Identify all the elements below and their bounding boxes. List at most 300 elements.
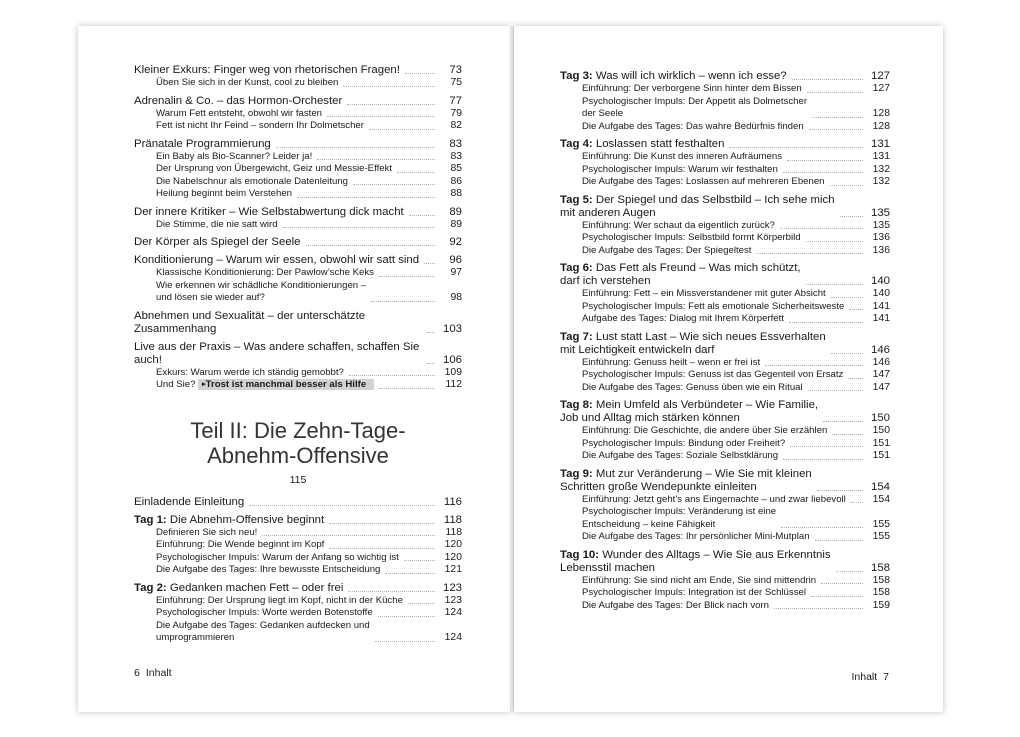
toc-section-entry bbox=[134, 219, 462, 232]
dot-leader bbox=[783, 172, 863, 173]
toc-page-number: 88 bbox=[450, 188, 462, 199]
dot-leader bbox=[262, 535, 435, 536]
toc-entry-text: Psychologischer Impuls: Worte werden Botenstoffe bbox=[156, 607, 373, 618]
toc-entry-title bbox=[156, 120, 364, 133]
dot-leader bbox=[385, 573, 435, 574]
toc-section-entry bbox=[560, 506, 890, 531]
toc-entry-text: Einführung: Der Ursprung liegt im Kopf, nicht in der Küche bbox=[156, 594, 403, 606]
left-page bbox=[78, 26, 510, 712]
toc-entry-text: Und Sie? bbox=[156, 379, 196, 390]
toc-entry-title bbox=[156, 219, 278, 232]
toc-entry-text: Die Aufgabe des Tages: Der Blick nach vorn bbox=[582, 599, 770, 611]
dot-leader bbox=[787, 160, 863, 161]
toc-entry-text: Einführung: Genuss heilt – wenn er frei ist bbox=[582, 356, 761, 368]
dot-leader bbox=[756, 253, 863, 254]
toc-entry-title bbox=[156, 163, 392, 176]
dot-leader bbox=[249, 505, 435, 506]
toc-section-entry bbox=[134, 539, 462, 552]
toc-page-number: 147 bbox=[872, 381, 890, 393]
toc-page-number: 109 bbox=[444, 366, 462, 378]
dot-leader bbox=[427, 332, 435, 333]
dot-leader bbox=[808, 390, 863, 391]
toc-entry-text: Aufgabe des Tages: Dialog mit Ihrem Körperfett bbox=[582, 313, 784, 324]
toc-entry-title bbox=[582, 425, 827, 438]
toc-chapter-entry bbox=[134, 582, 462, 595]
part-title bbox=[134, 418, 462, 468]
toc-page-number: 155 bbox=[872, 531, 890, 542]
toc-page-number: 98 bbox=[450, 292, 462, 303]
toc-page-number: 86 bbox=[450, 175, 462, 187]
toc-section-entry bbox=[134, 379, 462, 392]
toc-page-number: 158 bbox=[872, 587, 890, 598]
dot-leader bbox=[379, 276, 435, 277]
toc-page-number: 135 bbox=[872, 219, 890, 231]
dot-leader bbox=[832, 434, 863, 435]
dot-leader bbox=[774, 608, 863, 609]
toc-chapter-entry bbox=[134, 95, 462, 108]
toc-page-number: 112 bbox=[445, 379, 462, 390]
dot-leader bbox=[809, 129, 863, 130]
toc-entry-title bbox=[582, 245, 751, 258]
toc-entry-text: Die Aufgabe des Tages: Gedanken aufdecken und umprogrammieren bbox=[156, 619, 370, 643]
toc-section-entry bbox=[134, 151, 462, 164]
dot-leader bbox=[317, 159, 435, 160]
dot-leader bbox=[840, 216, 863, 217]
toc-section-entry bbox=[560, 575, 890, 588]
toc-entry-title bbox=[582, 96, 807, 121]
toc-entry-text: Die Aufgabe des Tages: Ihr persönlicher Mini-Mutplan bbox=[582, 531, 810, 542]
toc-entry-text: Die Aufgabe des Tages: Genuss üben wie ein Ritual bbox=[582, 381, 803, 393]
toc-section-entry bbox=[560, 121, 890, 134]
dot-leader bbox=[306, 245, 435, 246]
toc-section-entry bbox=[134, 620, 462, 645]
toc-page-number: 75 bbox=[450, 77, 462, 88]
toc-page-number: 116 bbox=[443, 495, 462, 508]
toc-day-tag: Tag 3: bbox=[560, 70, 593, 82]
toc-page-number: 141 bbox=[872, 300, 890, 312]
toc-page-number: 140 bbox=[870, 275, 890, 287]
toc-page-number: 154 bbox=[870, 480, 890, 493]
toc-page-number: 127 bbox=[872, 83, 890, 94]
toc-section-entry bbox=[134, 77, 462, 90]
dot-leader bbox=[348, 591, 435, 592]
toc-page-number: 123 bbox=[442, 581, 462, 594]
toc-section-entry bbox=[134, 607, 462, 620]
toc-section-entry bbox=[560, 96, 890, 121]
toc-chapter-entry bbox=[134, 310, 462, 336]
toc-entry-text: Konditionierung – Warum wir essen, obwohl wir satt sind bbox=[134, 254, 420, 266]
toc-entry-title bbox=[582, 494, 846, 507]
toc-page-number: 128 bbox=[872, 120, 890, 132]
dot-leader bbox=[765, 365, 863, 366]
toc-section-entry bbox=[134, 120, 462, 133]
toc-entry-text: Adrenalin & Co. – das Hormon-Orchester bbox=[134, 94, 343, 107]
dot-leader bbox=[369, 129, 435, 130]
dot-leader bbox=[807, 92, 863, 93]
toc-entry-title bbox=[134, 95, 342, 108]
toc-entry-title bbox=[582, 164, 778, 177]
dot-leader bbox=[424, 263, 435, 264]
toc-entry-text: Das Fett als Freund – Was mich schützt, darf ich verstehen bbox=[560, 262, 801, 287]
toc-entry-text: Einladende Einleitung bbox=[134, 495, 245, 508]
toc-page-number: 128 bbox=[872, 108, 890, 119]
toc-section-entry bbox=[134, 267, 462, 280]
dot-leader bbox=[349, 375, 435, 376]
toc-page-number: 82 bbox=[450, 120, 462, 131]
dot-leader bbox=[792, 79, 863, 80]
toc-page-number: 141 bbox=[872, 313, 890, 324]
dot-leader bbox=[789, 322, 863, 323]
right-page bbox=[514, 26, 943, 712]
toc-entry-text: Einführung: Der verborgene Sinn hinter dem Bissen bbox=[582, 83, 802, 94]
toc-entry-text: Mein Umfeld als Verbündeter – Wie Familie, Job und Alltag mich stärken können bbox=[560, 399, 819, 424]
toc-chapter-entry bbox=[134, 514, 462, 527]
toc-section-entry bbox=[134, 367, 462, 380]
toc-page-number: 89 bbox=[450, 218, 462, 230]
toc-entry-title bbox=[582, 531, 810, 544]
toc-page-number: 136 bbox=[872, 244, 890, 256]
toc-entry-title bbox=[582, 121, 804, 134]
toc-page-number: 118 bbox=[443, 513, 462, 526]
toc-section-entry bbox=[560, 164, 890, 177]
toc-entry-title bbox=[156, 77, 338, 90]
toc-section-entry bbox=[560, 176, 890, 189]
toc-section-entry bbox=[560, 425, 890, 438]
toc-day-tag: Tag 9: bbox=[560, 467, 593, 480]
toc-entry-text: Psychologischer Impuls: Warum wir festhalten bbox=[582, 163, 778, 175]
toc-section-entry bbox=[560, 494, 890, 507]
toc-entry-title bbox=[156, 539, 324, 552]
toc-page-number: 150 bbox=[870, 412, 890, 424]
toc-entry-text: Ein Baby als Bio-Scanner? Leider ja! bbox=[156, 150, 313, 162]
part-title-line-1: Teil II: Die Zehn-Tage- bbox=[190, 417, 406, 443]
toc-entry-title bbox=[156, 151, 312, 164]
toc-page-number: 131 bbox=[870, 138, 890, 150]
toc-section-entry bbox=[134, 163, 462, 176]
toc-entry-title bbox=[582, 382, 803, 395]
toc-entry-title bbox=[156, 620, 370, 645]
toc-page-number: 132 bbox=[872, 163, 890, 175]
toc-section-entry bbox=[560, 531, 890, 544]
toc-entry-title bbox=[156, 527, 257, 540]
dot-leader bbox=[329, 523, 435, 524]
toc-chapter-entry bbox=[560, 262, 890, 288]
toc-chapter-entry bbox=[560, 194, 890, 220]
toc-entry-text: Loslassen statt festhalten bbox=[595, 138, 725, 150]
toc-page-number: 146 bbox=[872, 356, 890, 368]
dot-leader bbox=[811, 596, 863, 597]
dot-leader bbox=[790, 446, 863, 447]
toc-page-number: 158 bbox=[870, 561, 890, 574]
dot-leader bbox=[815, 540, 863, 541]
toc-page-number: 124 bbox=[444, 607, 462, 618]
toc-page-number: 147 bbox=[872, 369, 890, 380]
toc-entry-title bbox=[134, 341, 422, 367]
toc-entry-title bbox=[134, 206, 404, 219]
dot-leader bbox=[830, 185, 864, 186]
toc-entry-text: Heilung beginnt beim Verstehen bbox=[156, 188, 293, 199]
toc-entry-title bbox=[134, 310, 422, 336]
toc-list bbox=[560, 70, 890, 612]
toc-page-number: 89 bbox=[449, 205, 462, 218]
toc-page-number: 123 bbox=[444, 594, 462, 606]
toc-section-entry bbox=[134, 552, 462, 565]
toc-chapter-entry bbox=[560, 331, 890, 357]
toc-entry-text: Mut zur Veränderung – Wie Sie mit kleinen Schritten große Wendepunkte einleiten bbox=[560, 467, 812, 493]
toc-section-entry bbox=[134, 176, 462, 189]
toc-entry-text: Definieren Sie sich neu! bbox=[156, 526, 258, 538]
dot-leader bbox=[806, 284, 863, 285]
dot-leader bbox=[427, 363, 435, 364]
toc-entry-text: Die Aufgabe des Tages: Soziale Selbstklärung bbox=[582, 450, 779, 461]
toc-entry-title bbox=[156, 280, 366, 305]
toc-page-number: 132 bbox=[872, 176, 890, 187]
toc-page-number: 131 bbox=[872, 151, 890, 162]
toc-day-tag: Tag 5: bbox=[560, 193, 593, 206]
toc-highlight-box: ▸ Trost ist manchmal besser als Hilfe bbox=[198, 379, 374, 390]
toc-section-entry bbox=[560, 245, 890, 258]
toc-section-entry bbox=[134, 280, 462, 305]
toc-entry-title bbox=[156, 564, 380, 577]
toc-entry-text: Die Stimme, die nie satt wird bbox=[156, 218, 278, 230]
toc-section-entry bbox=[560, 288, 890, 301]
toc-entry-title bbox=[582, 600, 769, 613]
toc-page-number: 118 bbox=[445, 526, 462, 538]
toc-entry-title bbox=[156, 379, 374, 392]
toc-entry-title bbox=[156, 188, 292, 201]
toc-entry-text: Pränatale Programmierung bbox=[134, 137, 271, 150]
toc-entry-title bbox=[156, 176, 348, 189]
toc-page-number: 103 bbox=[442, 322, 462, 335]
toc-entry-title bbox=[156, 607, 373, 620]
toc-entry-text: Psychologischer Impuls: Integration ist der Schlüssel bbox=[582, 587, 806, 598]
dot-leader bbox=[849, 309, 863, 310]
toc-page-number: 106 bbox=[442, 353, 462, 366]
toc-entry-title bbox=[582, 220, 775, 233]
toc-list bbox=[134, 64, 462, 392]
toc-section-entry bbox=[560, 83, 890, 96]
toc-page-number: 136 bbox=[872, 232, 890, 243]
toc-page-number: 79 bbox=[450, 107, 462, 119]
toc-section-entry bbox=[560, 220, 890, 233]
toc-entry-text: Die Abnehm-Offensive beginnt bbox=[169, 513, 325, 526]
dot-leader bbox=[353, 184, 435, 185]
toc-entry-title bbox=[560, 468, 812, 494]
toc-page-number: 92 bbox=[449, 236, 462, 248]
toc-page-number: 140 bbox=[872, 288, 890, 299]
toc-entry-title bbox=[156, 108, 322, 121]
toc-section-entry bbox=[560, 313, 890, 326]
toc-entry-text: Was will ich wirklich – wenn ich esse? bbox=[595, 70, 787, 82]
toc-day-tag: Tag 8: bbox=[560, 399, 593, 411]
toc-entry-title bbox=[582, 587, 806, 600]
toc-entry-text: Klassische Konditionierung: Der Pawlow’sche Keks bbox=[156, 267, 374, 278]
toc-entry-text: Der innere Kritiker – Wie Selbstabwertung dick macht bbox=[134, 205, 404, 218]
toc-entry-text: Psychologischer Impuls: Veränderung ist eine Entscheidung – keine Fähigkeit bbox=[582, 506, 777, 530]
toc-page-number: 159 bbox=[872, 599, 890, 611]
toc-entry-text: Wie erkennen wir schädliche Konditionierungen – und lösen sie wieder auf? bbox=[156, 279, 367, 303]
toc-page-number: 146 bbox=[870, 343, 890, 356]
toc-entry-title bbox=[560, 194, 835, 220]
toc-entry-text: Der Ursprung von Übergewicht, Geiz und Messie-Effekt bbox=[156, 163, 393, 174]
toc-section-entry bbox=[134, 564, 462, 577]
toc-entry-title bbox=[582, 450, 778, 463]
toc-chapter-entry bbox=[134, 236, 462, 249]
dot-leader bbox=[327, 116, 435, 117]
toc-entry-text: Einführung: Die Wende beginnt im Kopf bbox=[156, 539, 325, 550]
toc-entry-title bbox=[582, 369, 843, 382]
dot-leader bbox=[397, 172, 435, 173]
dot-leader bbox=[329, 548, 435, 549]
toc-entry-text: Einführung: Fett – ein Missverstandener mit guter Absicht bbox=[582, 288, 826, 299]
part-page-number: 115 bbox=[289, 473, 307, 486]
toc-entry-text: Kleiner Exkurs: Finger weg von rhetorischen Fragen! bbox=[134, 64, 400, 76]
toc-entry-title bbox=[582, 232, 801, 245]
toc-page-number: 83 bbox=[449, 137, 462, 150]
toc-section-entry bbox=[134, 188, 462, 201]
toc-chapter-entry bbox=[560, 399, 890, 425]
page-footer bbox=[851, 671, 889, 683]
toc-page-number: 151 bbox=[872, 437, 890, 449]
toc-section-entry bbox=[560, 450, 890, 463]
toc-section-entry bbox=[134, 595, 462, 608]
toc-entry-title bbox=[560, 549, 831, 575]
toc-page-number: 77 bbox=[449, 94, 462, 107]
toc-page-number: 154 bbox=[872, 493, 890, 505]
toc-page-number: 85 bbox=[450, 163, 462, 174]
dot-leader bbox=[851, 502, 863, 503]
toc-page-number: 121 bbox=[444, 564, 462, 575]
toc-entry-text: Psychologischer Impuls: Selbstbild formt Körperbild bbox=[582, 232, 801, 243]
toc-page-number: 151 bbox=[872, 450, 890, 461]
dot-leader bbox=[276, 147, 435, 148]
dot-leader bbox=[806, 241, 863, 242]
toc-chapter-entry bbox=[134, 64, 462, 77]
toc-entry-text: Einführung: Sie sind nicht am Ende, Sie sind mittendrin bbox=[582, 574, 817, 586]
dot-leader bbox=[780, 228, 863, 229]
toc-entry-text: Der Spiegel und das Selbstbild – Ich sehe mich mit anderen Augen bbox=[560, 193, 835, 219]
toc-section-entry bbox=[560, 382, 890, 395]
toc-entry-text: Einführung: Die Geschichte, die andere über Sie erzählen bbox=[582, 425, 828, 436]
dot-leader bbox=[821, 583, 863, 584]
toc-section-entry bbox=[560, 357, 890, 370]
toc-page-number: 83 bbox=[450, 150, 462, 162]
toc-chapter-entry bbox=[560, 549, 890, 575]
toc-list bbox=[134, 496, 462, 645]
dot-leader bbox=[404, 560, 435, 561]
dot-leader bbox=[831, 353, 863, 354]
toc-section-entry bbox=[560, 600, 890, 613]
dot-leader bbox=[375, 641, 435, 642]
toc-entry-text: Der Körper als Spiegel der Seele bbox=[134, 236, 301, 248]
toc-entry-title bbox=[582, 575, 816, 588]
toc-section-entry bbox=[560, 587, 890, 600]
dot-leader bbox=[836, 571, 863, 572]
dot-leader bbox=[823, 421, 863, 422]
toc-entry-title bbox=[582, 438, 785, 451]
part-title-line-2: Abnehm-Offensive bbox=[207, 442, 389, 468]
dot-leader bbox=[347, 104, 435, 105]
toc-entry-title bbox=[156, 552, 399, 565]
dot-leader bbox=[781, 527, 863, 528]
dot-leader bbox=[283, 227, 435, 228]
toc-page-number: 97 bbox=[450, 267, 462, 278]
page-number: 6 bbox=[134, 667, 140, 679]
toc-section-entry bbox=[134, 108, 462, 121]
toc-entry-title bbox=[560, 399, 818, 425]
toc-page-number: 124 bbox=[444, 632, 462, 643]
toc-section-entry bbox=[560, 232, 890, 245]
toc-entry-title bbox=[156, 367, 344, 380]
toc-page-number: 96 bbox=[449, 254, 462, 266]
page-footer bbox=[134, 667, 172, 679]
dot-leader bbox=[371, 301, 435, 302]
toc-section-entry bbox=[560, 151, 890, 164]
dot-leader bbox=[831, 297, 863, 298]
toc-entry-text: Psychologischer Impuls: Warum der Anfang so wichtig ist bbox=[156, 551, 399, 563]
toc-entry-title bbox=[134, 64, 400, 77]
toc-entry-text: Gedanken machen Fett – oder frei bbox=[169, 581, 344, 594]
toc-entry-title bbox=[582, 151, 782, 164]
toc-section-entry bbox=[560, 369, 890, 382]
toc-entry-title bbox=[156, 595, 403, 608]
toc-chapter-entry bbox=[134, 138, 462, 151]
toc-section-entry bbox=[560, 438, 890, 451]
toc-page-number: 120 bbox=[444, 551, 462, 563]
page-number: 7 bbox=[883, 671, 889, 683]
toc-day-tag: Tag 2: bbox=[134, 581, 167, 594]
toc-entry-title bbox=[560, 262, 801, 288]
toc-section-entry bbox=[560, 301, 890, 314]
toc-entry-text: Psychologischer Impuls: Genuss ist das Gegenteil von Ersatz bbox=[582, 369, 844, 380]
toc-entry-title bbox=[134, 236, 301, 249]
toc-entry-title bbox=[134, 138, 271, 151]
toc-entry-text: Warum Fett entsteht, obwohl wir fasten bbox=[156, 107, 323, 119]
toc-entry-title bbox=[134, 582, 343, 595]
toc-day-tag: Tag 6: bbox=[560, 262, 593, 274]
toc-chapter-entry bbox=[560, 70, 890, 83]
dot-leader bbox=[409, 215, 435, 216]
toc-right-column bbox=[560, 70, 890, 612]
toc-entry-text: Die Aufgabe des Tages: Ihre bewusste Entscheidung bbox=[156, 564, 381, 575]
toc-page-number: 158 bbox=[872, 574, 890, 586]
toc-entry-text: Live aus der Praxis – Was andere schaffen, schaffen Sie auch! bbox=[134, 340, 420, 366]
dot-leader bbox=[729, 147, 863, 148]
dot-leader bbox=[783, 459, 863, 460]
toc-entry-title bbox=[560, 70, 787, 83]
toc-entry-text: Psychologischer Impuls: Bindung oder Freiheit? bbox=[582, 437, 786, 449]
toc-entry-text: Einführung: Jetzt geht’s ans Eingemachte – und zwar liebevoll bbox=[582, 493, 846, 505]
toc-chapter-entry bbox=[560, 468, 890, 494]
toc-chapter-entry bbox=[134, 206, 462, 219]
toc-entry-title bbox=[560, 331, 826, 357]
toc-day-tag: Tag 1: bbox=[134, 513, 167, 526]
dot-leader bbox=[297, 197, 435, 198]
toc-entry-text: Abnehmen und Sexualität – der unterschätzte Zusammenhang bbox=[134, 309, 366, 335]
toc-entry-title bbox=[582, 357, 760, 370]
toc-entry-title bbox=[582, 176, 825, 189]
running-head: Inhalt bbox=[145, 667, 172, 679]
toc-page-number: 120 bbox=[444, 539, 462, 550]
dot-leader bbox=[379, 388, 435, 389]
dot-leader bbox=[405, 73, 435, 74]
toc-entry-text: Psychologischer Impuls: Fett als emotionale Sicherheitsweste bbox=[582, 300, 845, 312]
toc-day-tag: Tag 10: bbox=[560, 548, 600, 561]
toc-entry-text: Die Nabelschnur als emotionale Datenleitung bbox=[156, 175, 348, 187]
toc-page-number: 150 bbox=[872, 425, 890, 436]
toc-entry-text: Die Aufgabe des Tages: Loslassen auf mehreren Ebenen bbox=[582, 176, 825, 187]
toc-entry-title bbox=[134, 254, 419, 267]
